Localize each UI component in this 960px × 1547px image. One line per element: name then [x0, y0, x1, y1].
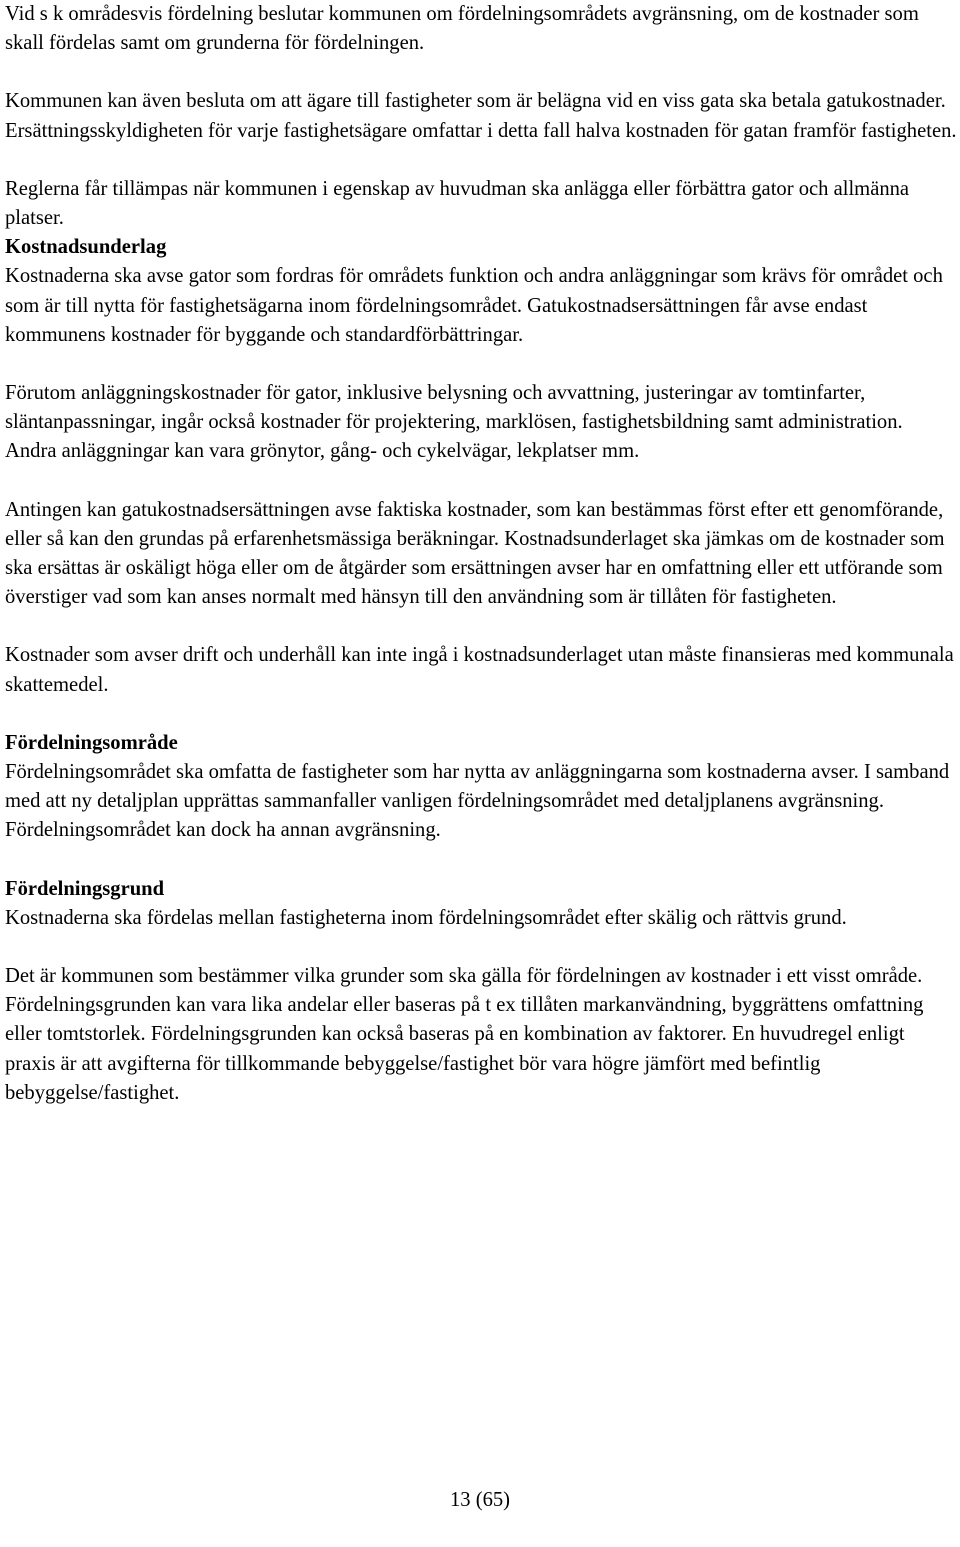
paragraph-drift-underhall: Kostnader som avser drift och underhåll kan inte ingå i kostnadsunderlaget utan måste finansieras med kommunala skattemedel.: [5, 644, 954, 696]
heading-fordelningsgrund: Fördelningsgrund: [5, 877, 165, 900]
paragraph-fordelningsgrund: Kostnaderna ska fördelas mellan fastigheterna inom fördelningsområdet efter skälig och rättvis grund.: [5, 906, 847, 929]
paragraph-fordelning-beslut: Vid s k områdesvis fördelning beslutar kommunen om fördelningsområdets avgränsning, om de kostnader som skall fördelas samt om grunderna för fördelningen.: [5, 3, 919, 55]
paragraph-kostnadsunderlag: Kostnaderna ska avse gator som fordras för områdets funktion och andra anläggningar som krävs för området och som är till nytta för fastighetsägarna inom fördelningsområdet. Gatukostnadsersättningen får avse endast kommunens kostnader för byggande och standardförbättringar.: [5, 265, 943, 346]
page-number: 13 (65): [449, 1489, 511, 1511]
paragraph-fordelningsomrade: Fördelningsområdet ska omfatta de fastigheter som har nytta av anläggningarna som kostnaderna avser. I samband med att ny detaljplan upprättas sammanfaller vanligen fördelningsområdet med detaljplanens avgränsning. Fördelningsområdet kan dock ha annan avgränsning.: [5, 761, 950, 842]
paragraph-anlaggningskostnader: Förutom anläggningskostnader för gator, inklusive belysning och avvattning, justeringar av tomtinfarter, släntanpassningar, ingår också kostnader för projektering, marklösen, fastighetsbildning samt administration. Andra anläggningar kan vara grönytor, gång- och cykelvägar, lekplatser mm.: [5, 382, 903, 463]
paragraph-kommunen-bestammer: Det är kommunen som bestämmer vilka grunder som ska gälla för fördelningen av kostnader i ett visst område. Fördelningsgrunden kan vara lika andelar eller baseras på t ex tillåten markanvändning, byggrättens omfattning eller tomtstorlek. Fördelningsgrunden kan också baseras på en kombination av faktorer. En huvudregel enligt praxis är att avgifterna för tillkommande bebyggelse/fastighet bör vara högre jämfört med befintlig bebyggelse/fastighet.: [5, 965, 924, 1104]
heading-kostnadsunderlag: Kostnadsunderlag: [5, 236, 167, 259]
document-page: [5, 0, 957, 1108]
paragraph-reglerna: Reglerna får tillämpas när kommunen i egenskap av huvudman ska anlägga eller förbättra gator och allmänna platser.: [5, 177, 910, 230]
paragraph-faktiska-kostnader: Antingen kan gatukostnadsersättningen avse faktiska kostnader, som kan bestämmas först efter ett genomförande, eller så kan den grundas på erfarenhetsmässiga beräkningar. Kostnadsunderlaget ska jämkas om de kostnader som ska ersättas är oskäligt höga eller om de åtgärder som ersättningen avser har en omfattning eller ett utförande som överstiger vad som kan anses normalt med hänsyn till den användning som är tillåten för fastigheten.: [5, 498, 945, 609]
heading-fordelningsomrade: Fördelningsområde: [5, 731, 178, 754]
paragraph-gatukostnader-agare: Kommunen kan även besluta om att ägare till fastigheter som är belägna vid en viss gata ska betala gatukostnader. Ersättningsskyldigheten för varje fastighetsägare omfattar i detta fall halva kostnaden för gatan framför fastigheten.: [5, 90, 957, 142]
